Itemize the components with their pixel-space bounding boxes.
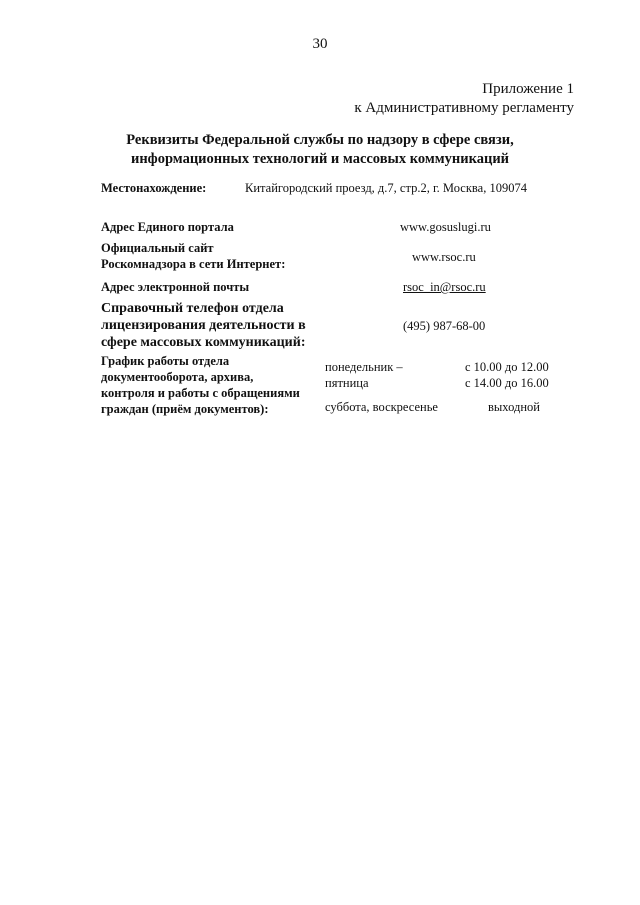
phone-label-line-3: сфере массовых коммуникаций: <box>101 335 306 350</box>
phone-label-line-2: лицензирования деятельности в <box>101 318 306 333</box>
appendix-header <box>354 80 574 118</box>
document-title-line-2: информационных технологий и массовых коммуникаций <box>130 151 510 167</box>
schedule-weekend-status: выходной <box>488 400 540 414</box>
schedule-weekdays-line-2: пятница <box>325 376 369 390</box>
email-link[interactable]: rsoc_in@rsoc.ru <box>403 280 486 294</box>
page-number: 30 <box>312 36 328 52</box>
portal-label: Адрес Единого портала <box>101 220 234 234</box>
document-title-line-1: Реквизиты Федеральной службы по надзору в сфере связи, <box>126 132 514 148</box>
appendix-line-2: к Административному регламенту <box>354 100 574 116</box>
schedule-weekdays <box>325 359 403 391</box>
phone-value: (495) 987-68-00 <box>403 319 486 333</box>
document-title <box>0 131 640 169</box>
schedule-hours <box>465 359 549 391</box>
schedule-hours-line-1: с 10.00 до 12.00 <box>465 360 549 374</box>
schedule-label-line-4: граждан (приём документов): <box>101 402 269 416</box>
portal-link[interactable]: www.gosuslugi.ru <box>400 220 491 234</box>
phone-label-line-1: Справочный телефон отдела <box>101 301 284 316</box>
schedule-weekend: суббота, воскресенье <box>325 400 438 414</box>
schedule-label-line-2: документооборота, архива, <box>101 370 254 384</box>
website-label-line-2: Роскомнадзора в сети Интернет: <box>101 257 286 271</box>
phone-label <box>101 300 306 351</box>
schedule-weekdays-line-1: понедельник – <box>325 360 403 374</box>
website-label <box>101 240 285 272</box>
schedule-label-line-1: График работы отдела <box>101 354 230 368</box>
schedule-hours-line-2: с 14.00 до 16.00 <box>465 376 549 390</box>
location-value: Китайгородский проезд, д.7, стр.2, г. Москва, 109074 <box>245 181 527 195</box>
location-label: Местонахождение: <box>101 181 207 195</box>
email-label: Адрес электронной почты <box>101 280 250 294</box>
appendix-line-1: Приложение 1 <box>482 81 574 97</box>
schedule-label-line-3: контроля и работы с обращениями <box>101 386 300 400</box>
website-link[interactable]: www.rsoc.ru <box>412 250 476 264</box>
schedule-label <box>101 353 300 417</box>
website-label-line-1: Официальный сайт <box>101 241 214 255</box>
